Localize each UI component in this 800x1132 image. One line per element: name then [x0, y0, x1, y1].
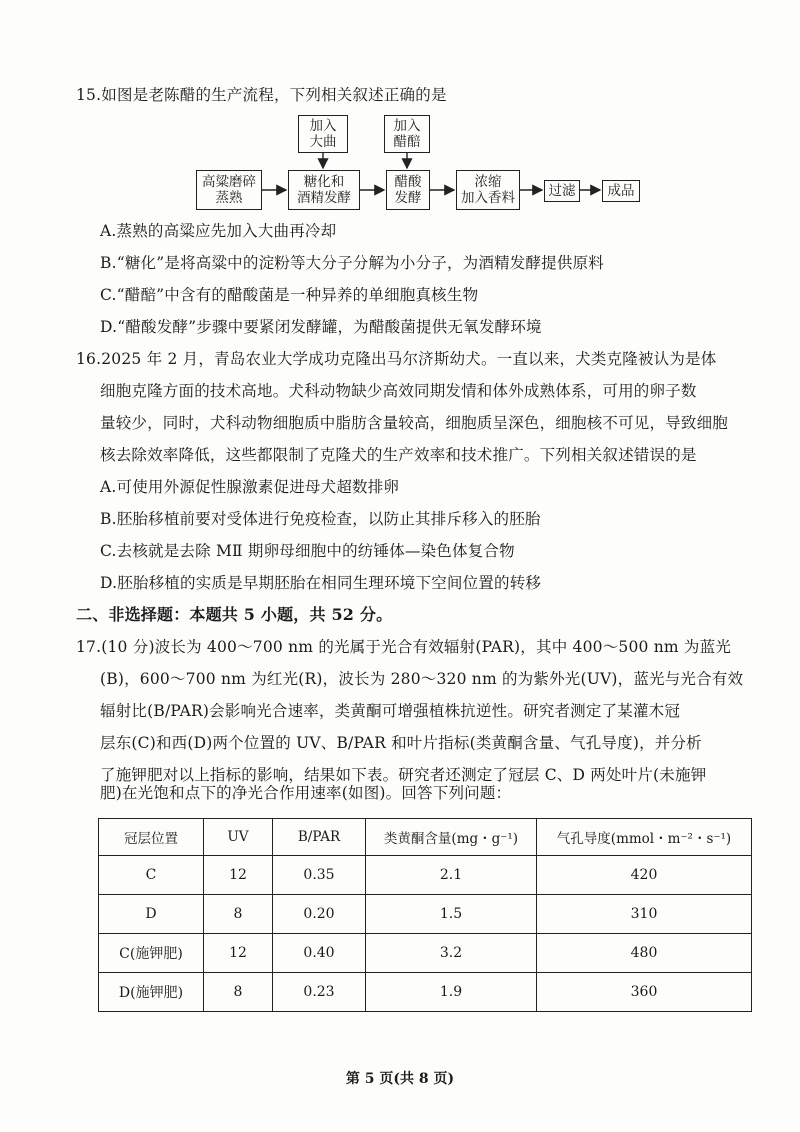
table-cell: 0.35	[273, 856, 366, 895]
q15-option-a: A.蒸熟的高粱应先加入大曲再冷却	[100, 222, 337, 240]
table-cell: 8	[204, 973, 273, 1012]
table-cell: 480	[537, 934, 752, 973]
flow-box-tanghua: 糖化和 酒精发酵	[288, 170, 360, 210]
table-header-row	[99, 819, 752, 856]
q17-stem-line: 辐射比(B/PAR)会影响光合速率，类黄酮可增强植株抗逆性。研究者测定了某灌木冠	[100, 702, 681, 720]
q16-stem-line: 16.2025 年 2 月，青岛农业大学成功克隆出马尔济斯幼犬。一直以来，犬类克隆被认为是体	[76, 350, 717, 368]
table-cell: 1.5	[366, 895, 537, 934]
q16-stem-line: 核去除效率降低，这些都限制了克隆犬的生产效率和技术推广。下列相关叙述错误的是	[100, 446, 697, 464]
flow-box-guolv: 过滤	[544, 180, 580, 202]
table-cell: D	[99, 895, 204, 934]
table-header: B/PAR	[273, 819, 366, 856]
table-header: 气孔导度(mmol・m⁻²・s⁻¹)	[537, 819, 752, 856]
table-cell: C(施钾肥)	[99, 934, 204, 973]
q16-stem-line: 细胞克隆方面的技术高地。犬科动物缺少高效同期发情和体外成熟体系，可用的卵子数	[100, 382, 697, 400]
table-cell: 420	[537, 856, 752, 895]
flow-box-gaoliang: 高粱磨碎 蒸熟	[196, 170, 262, 210]
q15-option-d: D.“醋酸发酵”步骤中要紧闭发酵罐，为醋酸菌提供无氧发酵环境	[100, 318, 542, 336]
q16-stem-line: 量较少，同时，犬科动物细胞质中脂肪含量较高，细胞质呈深色，细胞核不可见，导致细胞	[100, 414, 729, 432]
q15-option-c: C.“醋醅”中含有的醋酸菌是一种异养的单细胞真核生物	[100, 286, 479, 304]
table-cell: 12	[204, 934, 273, 973]
table-cell: 2.1	[366, 856, 537, 895]
table-cell: D(施钾肥)	[99, 973, 204, 1012]
table-cell: C	[99, 856, 204, 895]
table-cell: 0.40	[273, 934, 366, 973]
q17-data-table	[98, 818, 752, 1012]
table-header: 类黄酮含量(mg・g⁻¹)	[366, 819, 537, 856]
flow-box-add-daqu: 加入 大曲	[298, 115, 348, 153]
table-row	[99, 895, 752, 934]
table-cell: 8	[204, 895, 273, 934]
q16-option-a: A.可使用外源促性腺激素促进母犬超数排卵	[100, 478, 400, 496]
table-header: UV	[204, 819, 273, 856]
table-cell: 3.2	[366, 934, 537, 973]
table-cell: 360	[537, 973, 752, 1012]
section-heading: 二、非选择题：本题共 5 小题，共 52 分。	[76, 605, 393, 624]
q16-option-c: C.去核就是去除 MⅡ 期卵母细胞中的纺锤体—染色体复合物	[100, 542, 515, 560]
table-row	[99, 856, 752, 895]
flow-box-nongsuo: 浓缩 加入香料	[456, 170, 520, 210]
table-cell: 12	[204, 856, 273, 895]
table-cell: 0.20	[273, 895, 366, 934]
q17-stem-line: 了施钾肥对以上指标的影响，结果如下表。研究者还测定了冠层 C、D 两处叶片(未施钾	[100, 766, 707, 784]
q17-stem-line: 17.(10 分)波长为 400～700 nm 的光属于光合有效辐射(PAR)，其中 400～500 nm 为蓝光	[76, 638, 732, 656]
table-cell: 1.9	[366, 973, 537, 1012]
table-row	[99, 973, 752, 1012]
page-footer: 第 5 页(共 8 页)	[345, 1071, 455, 1087]
flow-box-cusuan: 醋酸 发酵	[386, 170, 430, 210]
q15-option-b: B.“糖化”是将高粱中的淀粉等大分子分解为小分子，为酒精发酵提供原料	[100, 254, 604, 272]
table-row	[99, 934, 752, 973]
flow-box-add-cupei: 加入 醋醅	[384, 115, 430, 153]
q17-stem-line: (B)，600～700 nm 为红光(R)，波长为 280～320 nm 的为紫外光(UV)，蓝光与光合有效	[100, 670, 744, 688]
q17-stem-line: 层东(C)和西(D)两个位置的 UV、B/PAR 和叶片指标(类黄酮含量、气孔导度)，并分析	[100, 734, 702, 752]
q15-stem: 15.如图是老陈醋的生产流程，下列相关叙述正确的是	[76, 86, 447, 104]
q16-option-b: B.胚胎移植前要对受体进行免疫检查，以防止其排斥移入的胚胎	[100, 510, 541, 528]
table-cell: 0.23	[273, 973, 366, 1012]
q17-stem-line: 肥)在光饱和点下的净光合作用速率(如图)。回答下列问题：	[100, 784, 512, 802]
table-header: 冠层位置	[99, 819, 204, 856]
q16-option-d: D.胚胎移植的实质是早期胚胎在相同生理环境下空间位置的转移	[100, 574, 542, 592]
flow-box-chengpin: 成品	[602, 180, 640, 202]
table-cell: 310	[537, 895, 752, 934]
